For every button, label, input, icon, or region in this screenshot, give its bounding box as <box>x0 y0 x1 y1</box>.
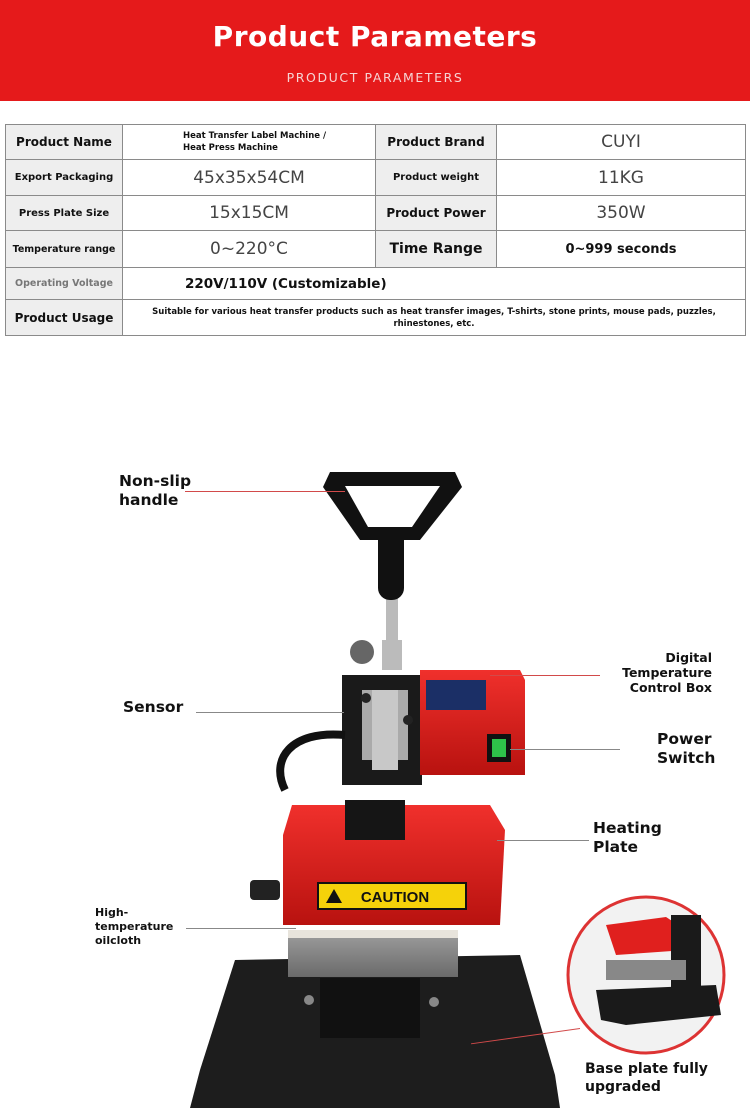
callout-heating-line2: Plate <box>593 838 639 856</box>
leader-line <box>497 840 589 841</box>
press-plate-size-label: Press Plate Size <box>6 196 123 231</box>
sensor-cable <box>280 734 345 790</box>
temperature-display <box>426 680 486 710</box>
callout-power-line2: Switch <box>657 749 716 767</box>
callout-digital-control <box>600 650 712 695</box>
callout-oilcloth-line3: oilcloth <box>95 934 142 947</box>
table-row <box>6 268 746 300</box>
base-screw <box>429 997 439 1007</box>
product-usage-value-line2: rhinestones, etc. <box>393 318 475 329</box>
product-weight-value: 11KG <box>497 160 746 196</box>
callout-digital-line1: Digital <box>665 650 712 665</box>
caution-text: CAUTION <box>360 889 430 906</box>
table-row <box>6 196 746 231</box>
leader-line <box>185 491 345 492</box>
callout-oilcloth <box>95 906 173 948</box>
callout-digital-line3: Control Box <box>629 680 712 695</box>
base-support <box>320 978 420 1038</box>
leader-line <box>510 749 620 750</box>
callout-oilcloth-line2: temperature <box>95 920 174 933</box>
product-brand-label: Product Brand <box>376 125 497 160</box>
callout-digital-line2: Temperature <box>622 665 712 680</box>
product-power-label: Product Power <box>376 196 497 231</box>
callout-handle-line1: Non-slip <box>119 472 192 490</box>
adjust-knob <box>350 640 374 664</box>
pivot-bolt <box>403 715 413 725</box>
pivot-bolt <box>361 693 371 703</box>
product-weight-label: Product weight <box>376 160 497 196</box>
leader-line <box>196 712 344 713</box>
inset-lower-plate <box>606 960 686 980</box>
callout-handle-line2: handle <box>119 491 179 509</box>
product-usage-value <box>123 300 746 336</box>
callout-heating-plate <box>593 819 662 857</box>
temperature-range-label: Temperature range <box>6 231 123 268</box>
product-name-value-line1: Heat Transfer Label Machine / <box>183 131 327 141</box>
callout-base-line2: upgraded <box>585 1079 661 1095</box>
time-range-label: Time Range <box>376 231 497 268</box>
callout-base-plate <box>585 1060 708 1096</box>
page-title: Product Parameters <box>212 20 538 53</box>
product-usage-label: Product Usage <box>6 300 123 336</box>
base-screw <box>304 995 314 1005</box>
plate-bracket <box>345 800 405 840</box>
press-plate-size-value: 15x15CM <box>123 196 376 231</box>
leader-line <box>186 928 296 929</box>
product-name-label: Product Name <box>6 125 123 160</box>
product-name-value <box>123 125 376 160</box>
callout-sensor: Sensor <box>123 698 184 716</box>
page-subtitle: PRODUCT PARAMETERS <box>286 70 464 85</box>
header-banner <box>0 0 750 101</box>
product-name-value-line2: Heat Press Machine <box>183 143 278 153</box>
operating-voltage-label: Operating Voltage <box>6 268 123 300</box>
table-row <box>6 125 746 160</box>
operating-voltage-value: 220V/110V (Customizable) <box>123 268 746 300</box>
time-range-value: 0~999 seconds <box>497 231 746 268</box>
oilcloth <box>288 930 458 938</box>
export-packaging-label: Export Packaging <box>6 160 123 196</box>
product-power-value: 350W <box>497 196 746 231</box>
table-row <box>6 231 746 268</box>
parameters-table <box>5 124 746 336</box>
lower-plate <box>288 935 458 977</box>
temperature-range-value: 0~220°C <box>123 231 376 268</box>
product-brand-value: CUYI <box>497 125 746 160</box>
export-packaging-value: 45x35x54CM <box>123 160 376 196</box>
leader-line <box>490 675 600 676</box>
table-row <box>6 300 746 336</box>
callout-base-line1: Base plate fully <box>585 1061 708 1077</box>
callout-handle <box>119 472 191 510</box>
callout-heating-line1: Heating <box>593 819 662 837</box>
callout-oilcloth-line1: High- <box>95 906 129 919</box>
callout-power-switch <box>657 730 715 768</box>
power-switch-light <box>492 739 506 757</box>
table-row <box>6 160 746 196</box>
press-shaft <box>372 690 398 770</box>
side-knob <box>250 880 280 900</box>
callout-power-line1: Power <box>657 730 712 748</box>
base-plate-inset <box>566 895 726 1055</box>
product-usage-value-line1: Suitable for various heat transfer products such as heat transfer images, T-shirts, stone prints, mouse pads, puzzles, <box>152 306 716 317</box>
shaft-link-right <box>398 690 408 760</box>
